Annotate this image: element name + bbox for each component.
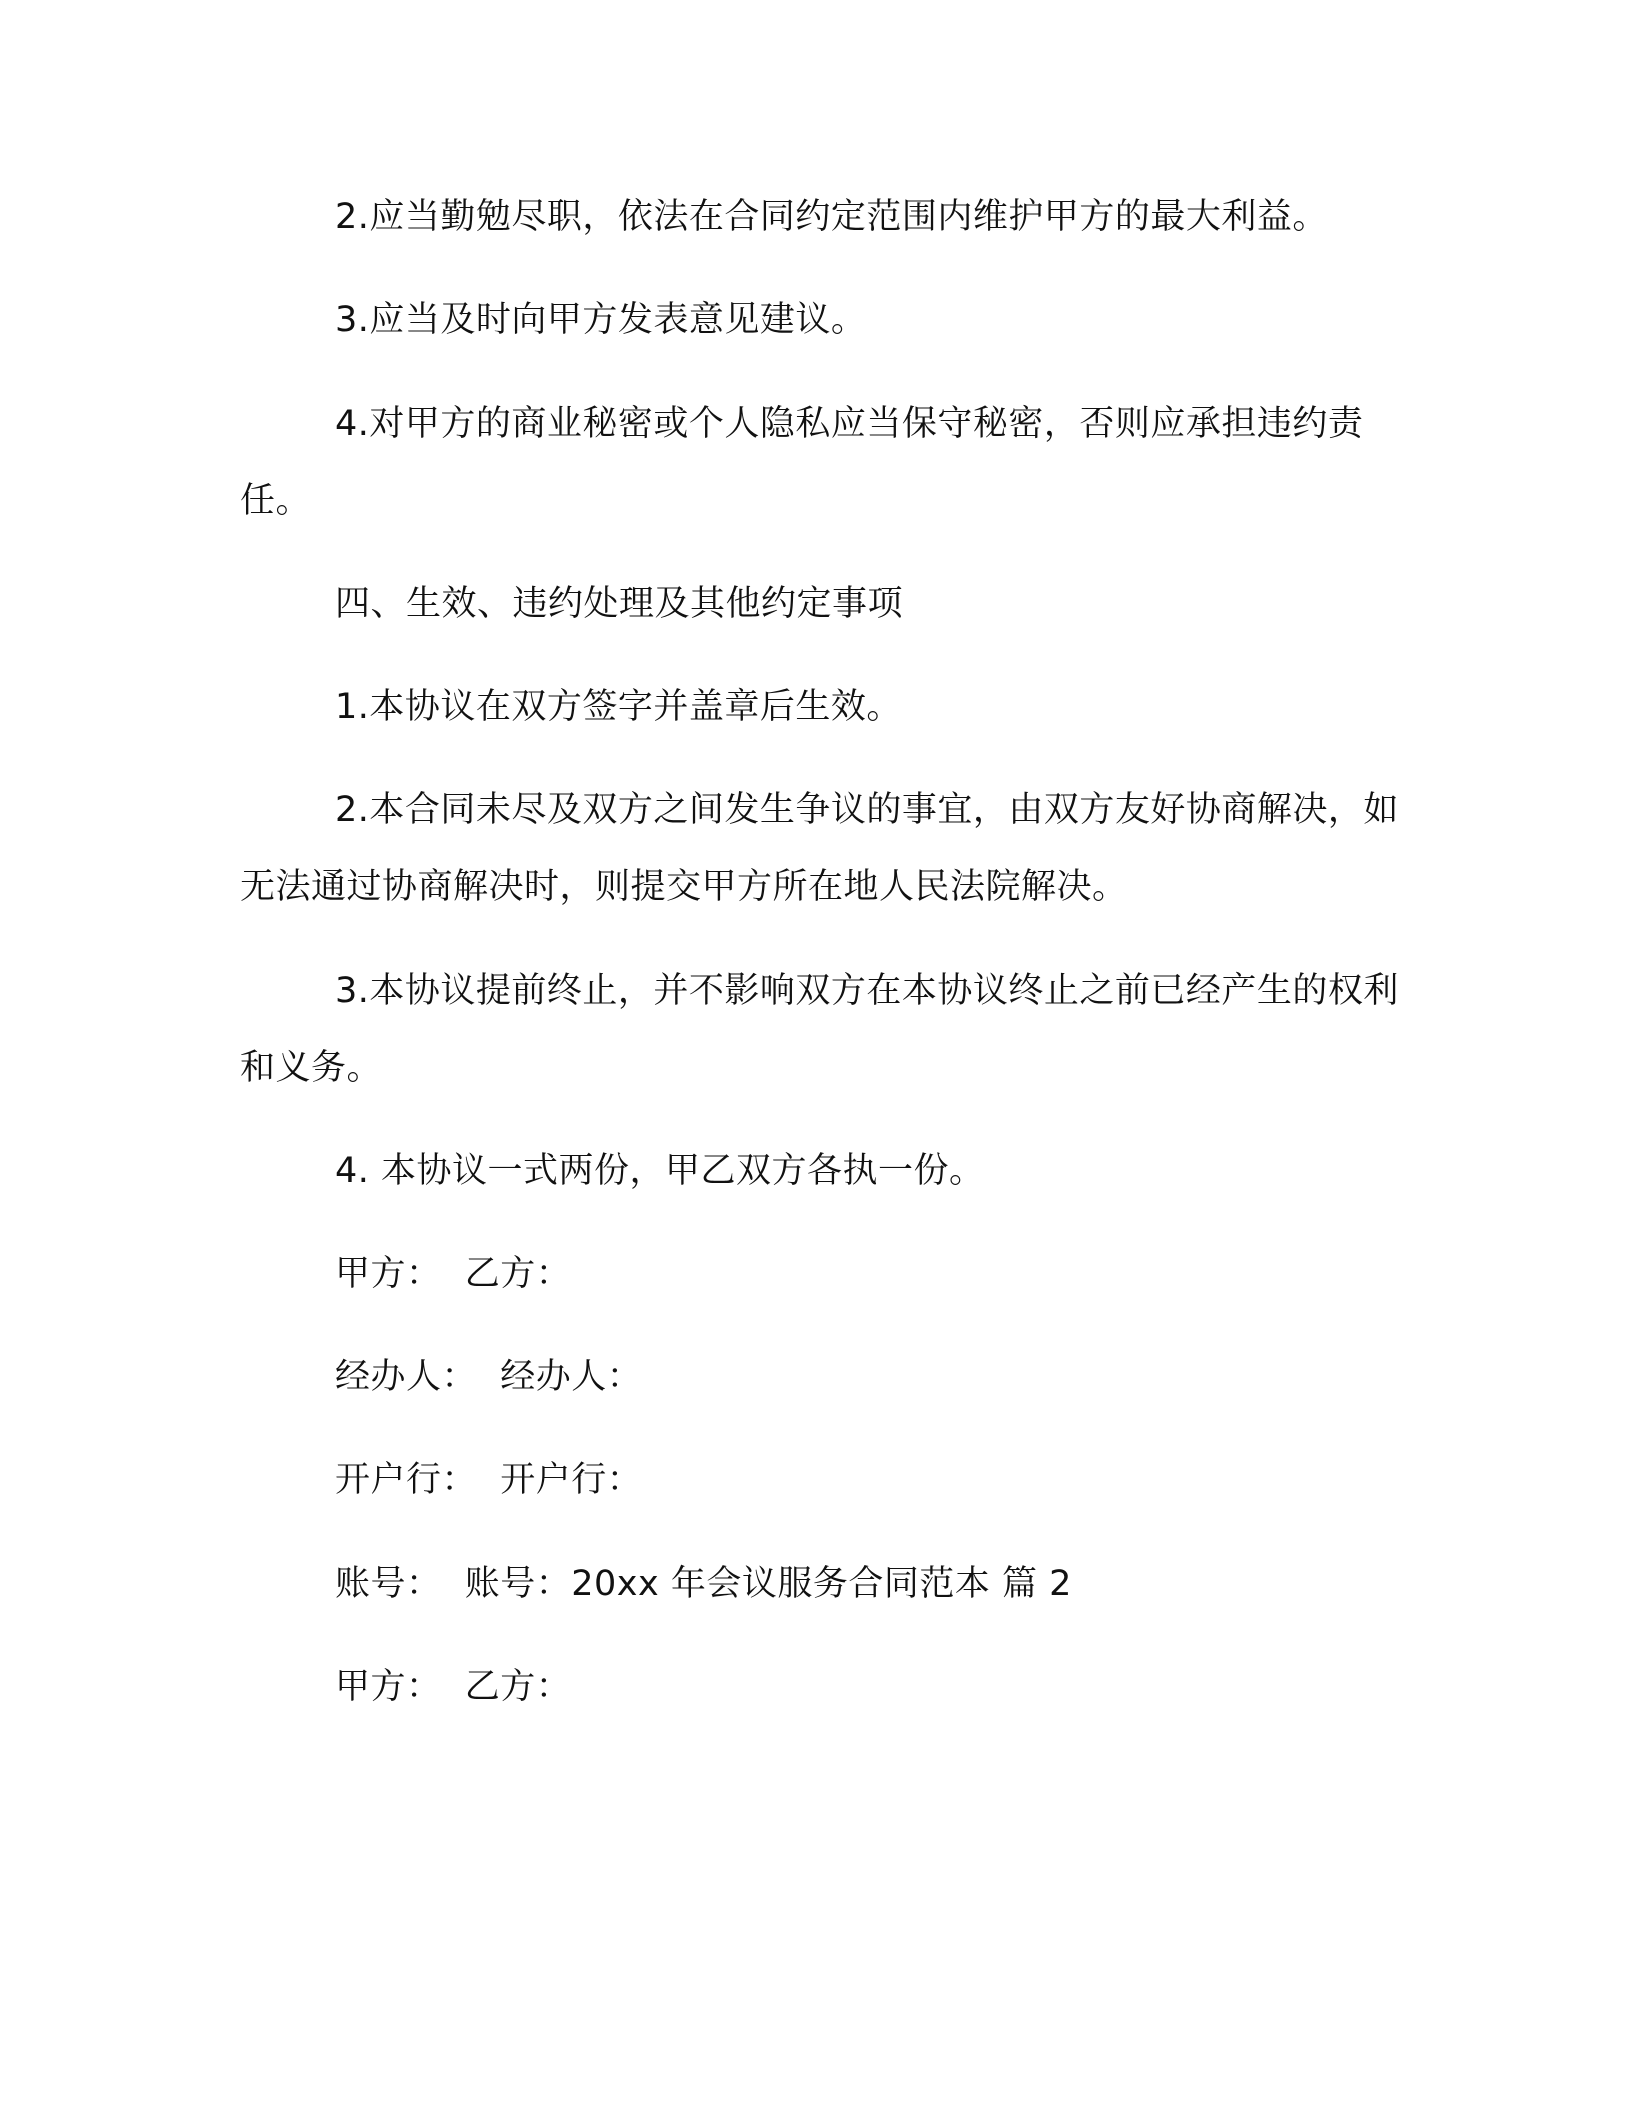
signature-parties: 甲方： 乙方： (335, 1254, 572, 1294)
signature-accounts: 账号： 账号：20xx 年会议服务合同范本 篇 2 (335, 1564, 1072, 1604)
clause-2-dispute: 2.本合同未尽及双方之间发生争议的事宜，由双方友好协商解决，如无法通过协商解决时，则提交甲方所在地人民法院解决。 (240, 790, 1399, 907)
clause-3-advice: 3.应当及时向甲方发表意见建议。 (335, 300, 867, 340)
section-heading-4: 四、生效、违约处理及其他约定事项 (335, 584, 904, 624)
signature-handlers: 经办人： 经办人： (335, 1357, 643, 1397)
clause-1-effective: 1.本协议在双方签字并盖章后生效。 (335, 687, 902, 727)
signature-parties-2: 甲方： 乙方： (335, 1667, 572, 1707)
clause-2-diligence: 2.应当勤勉尽职，依法在合同约定范围内维护甲方的最大利益。 (335, 197, 1328, 237)
clause-4-confidentiality: 4.对甲方的商业秘密或个人隐私应当保守秘密，否则应承担违约责任。 (240, 404, 1364, 521)
clause-4-copies: 4. 本协议一式两份，甲乙双方各执一份。 (335, 1151, 985, 1191)
signature-banks: 开户行： 开户行： (335, 1460, 643, 1500)
clause-3-termination: 3.本协议提前终止，并不影响双方在本协议终止之前已经产生的权利和义务。 (240, 971, 1399, 1088)
